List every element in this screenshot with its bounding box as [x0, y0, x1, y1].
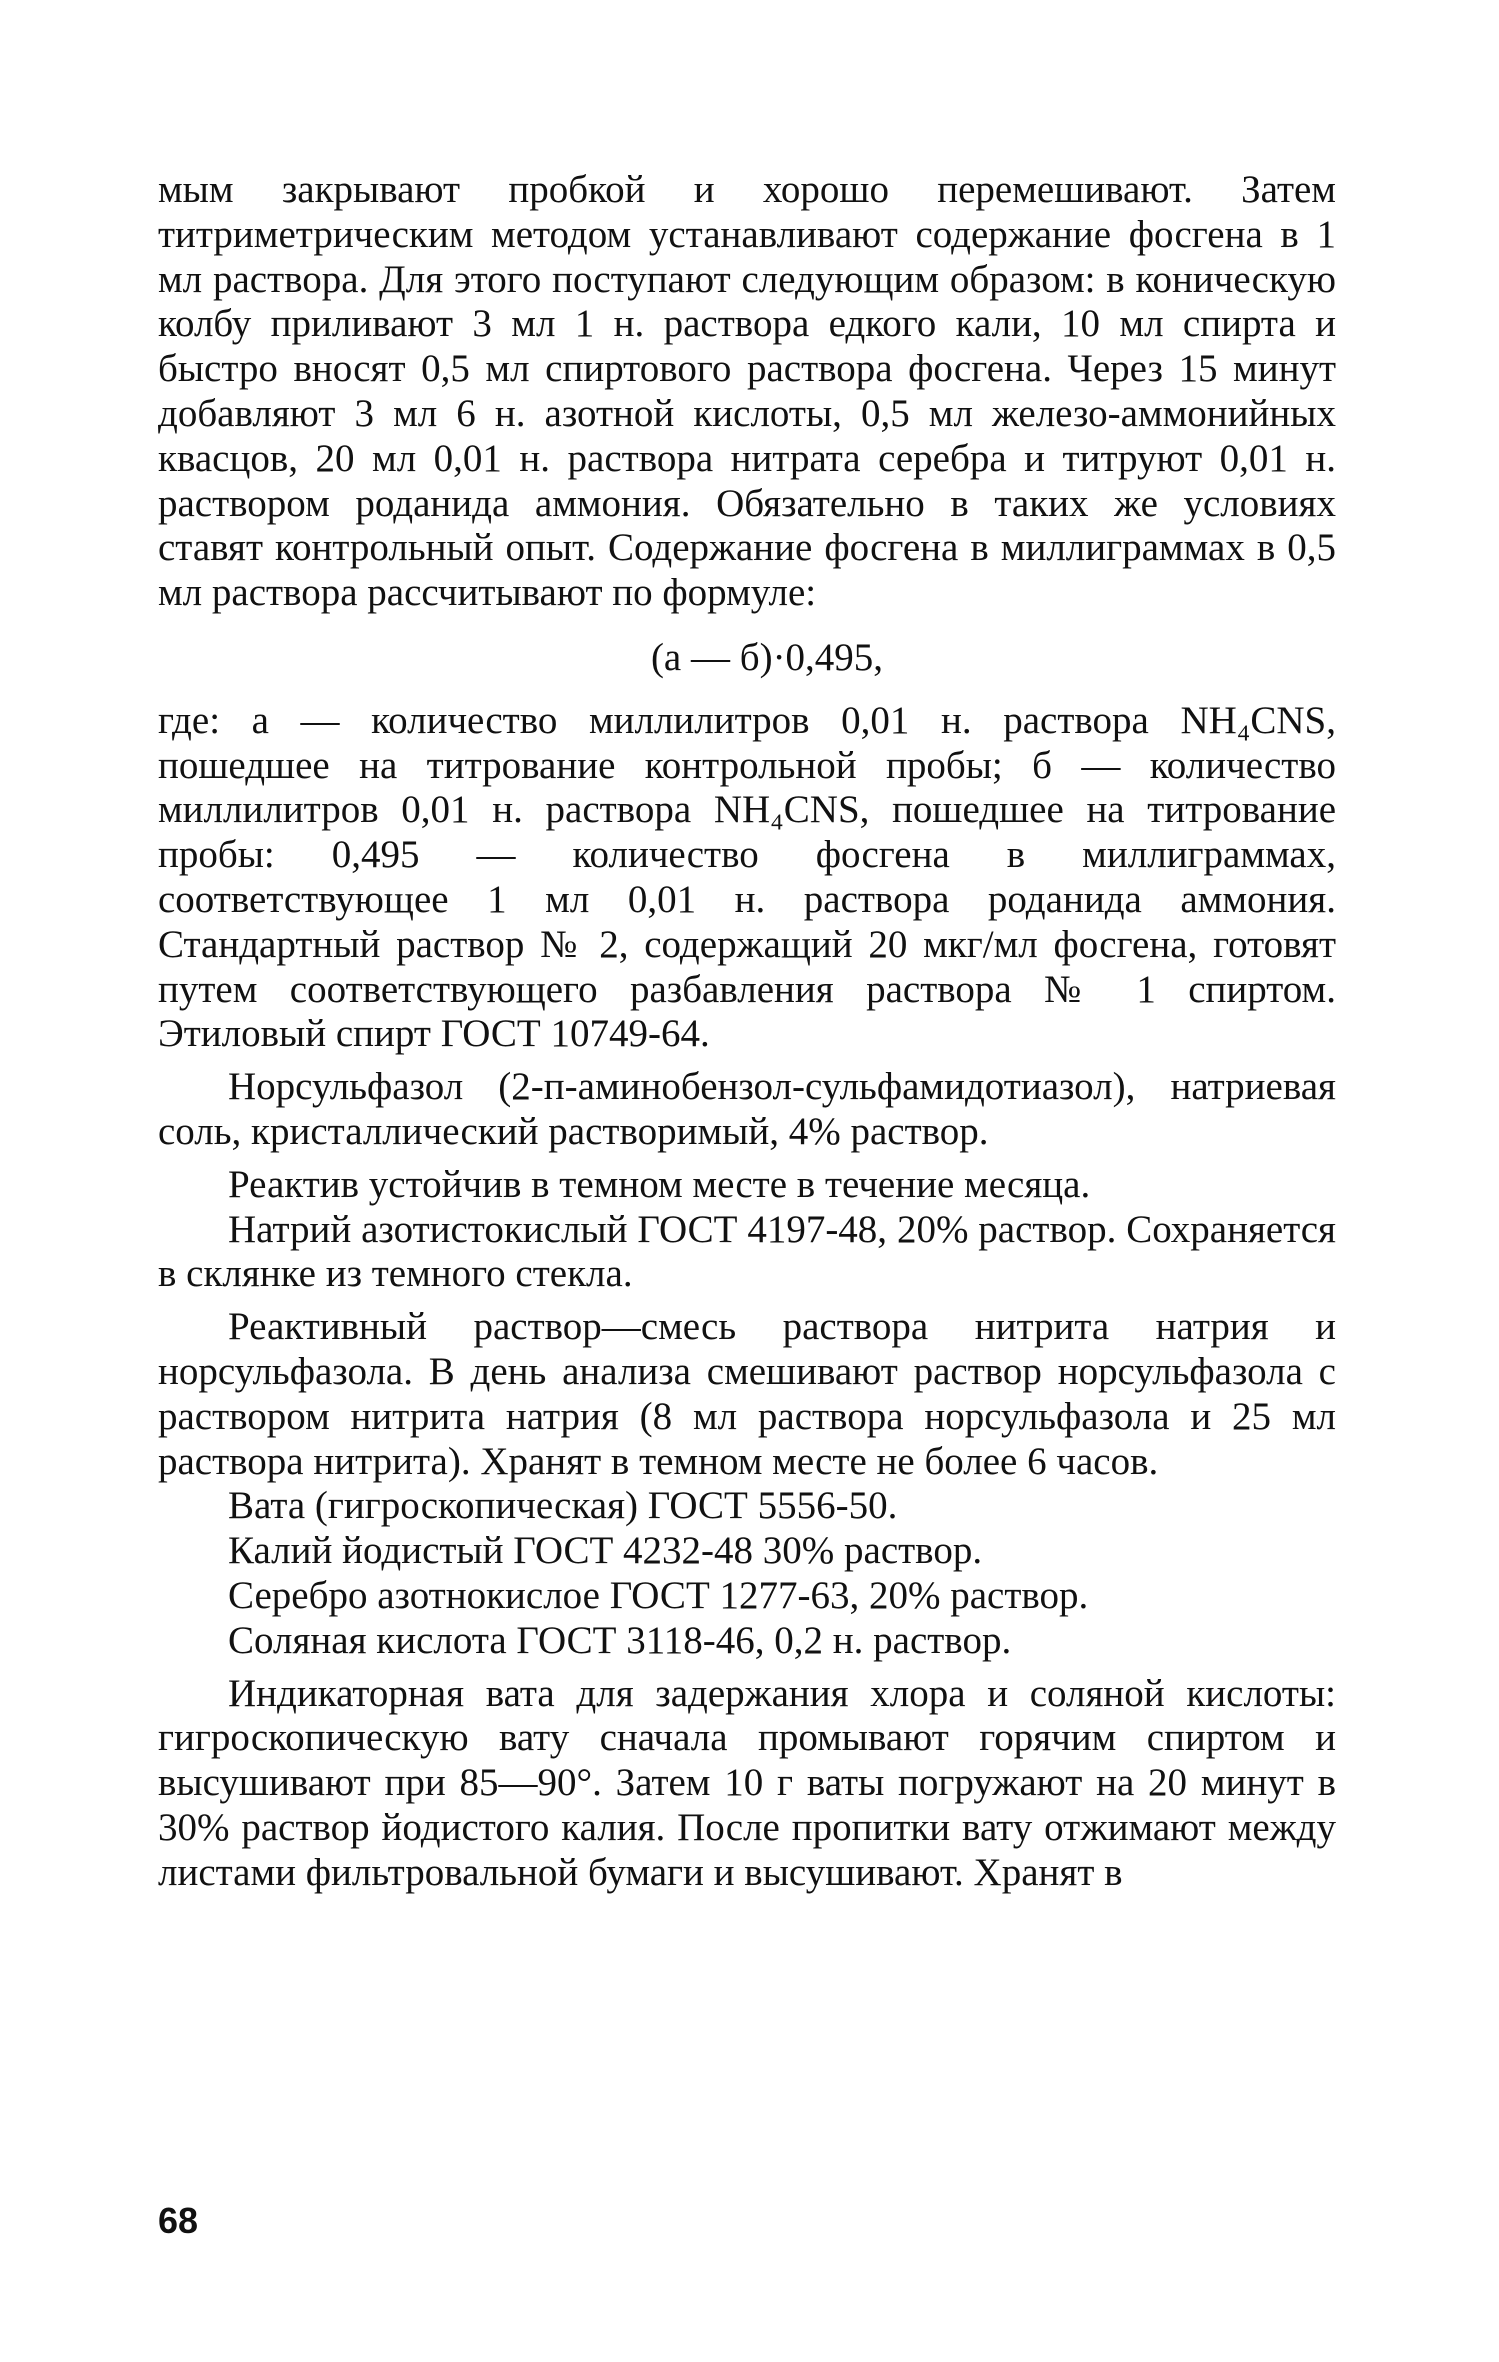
formula: (а — б)·0,495,	[650, 635, 884, 679]
paragraph-formula-legend: где: а — количество миллилитров 0,01 н. раствора NH₄CNS, пошедшее на титрование контрольной пробы; б — количество миллилитров 0,01 н. раствора NH₄CNS, пошедшее на титрование пробы: 0,495 — количество фосгена в миллиграммах, соответствующее 1 мл 0,01 н. раствора роданида аммония. Стандартный раствор № 2, содержащий 20 мкг/мл фосгена, готовят путем соответствующего разбавления раствора № 1 спиртом. Этиловый спирт ГОСТ 10749-64.	[158, 698, 1336, 1056]
paragraph-potassium-iodide: Калий йодистый ГОСТ 4232-48 30% раствор.	[228, 1529, 983, 1573]
paragraph-cotton: Вата (гигроскопическая) ГОСТ 5556-50.	[228, 1484, 898, 1528]
paragraph-sodium-nitrite: Натрий азотистокислый ГОСТ 4197-48, 20% раствор. Сохраняется в склянке из темного стекла.	[158, 1207, 1336, 1296]
page-number: 68	[158, 2200, 199, 2241]
paragraph-reactive-solution: Реактивный раствор—смесь раствора нитрита натрия и норсульфазола. В день анализа смешивают раствор норсульфазола с раствором нитрита натрия (8 мл раствора норсульфазола и 25 мл раствора нитрита). Хранят в темном месте не более 6 часов.	[158, 1305, 1336, 1483]
paragraph-silver-nitrate: Серебро азотнокислое ГОСТ 1277-63, 20% раствор.	[228, 1573, 1089, 1617]
paragraph-indicator-cotton: Индикаторная вата для задержания хлора и соляной кислоты: гигроскопическую вату сначала промывают горячим спиртом и высушивают при 85—90°. Затем 10 г ваты погружают на 20 минут в 30% раствор йодистого калия. После пропитки вату отжимают между листами фильтровальной бумаги и высушивают. Хранят в	[158, 1671, 1336, 1894]
paragraph-reagent-stability: Реактив устойчив в темном месте в течение месяца.	[228, 1162, 1091, 1206]
paragraph-hydrochloric-acid: Соляная кислота ГОСТ 3118-46, 0,2 н. раствор.	[228, 1618, 1012, 1662]
page-body	[158, 168, 1336, 1895]
paragraph-norsulfazol: Норсульфазол (2-п-аминобензол-сульфамидотиазол), натриевая соль, кристаллический растворимый, 4% раствор.	[158, 1065, 1336, 1153]
paragraph-phosgene-titration: мым закрывают пробкой и хорошо перемешивают. Затем титриметрическим методом устанавливают содержание фосгена в 1 мл раствора. Для этого поступают следующим образом: в коническую колбу приливают 3 мл 1 н. раствора едкого кали, 10 мл спирта и быстро вносят 0,5 мл спиртового раствора фосгена. Через 15 минут добавляют 3 мл 6 н. азотной кислоты, 0,5 мл железо-аммонийных квасцов, 20 мл 0,01 н. раствора нитрата серебра и титруют 0,01 н. раствором роданида аммония. Обязательно в таких же условиях ставят контрольный опыт. Содержание фосгена в миллиграммах в 0,5 мл раствора рассчитывают по формуле:	[158, 168, 1336, 615]
